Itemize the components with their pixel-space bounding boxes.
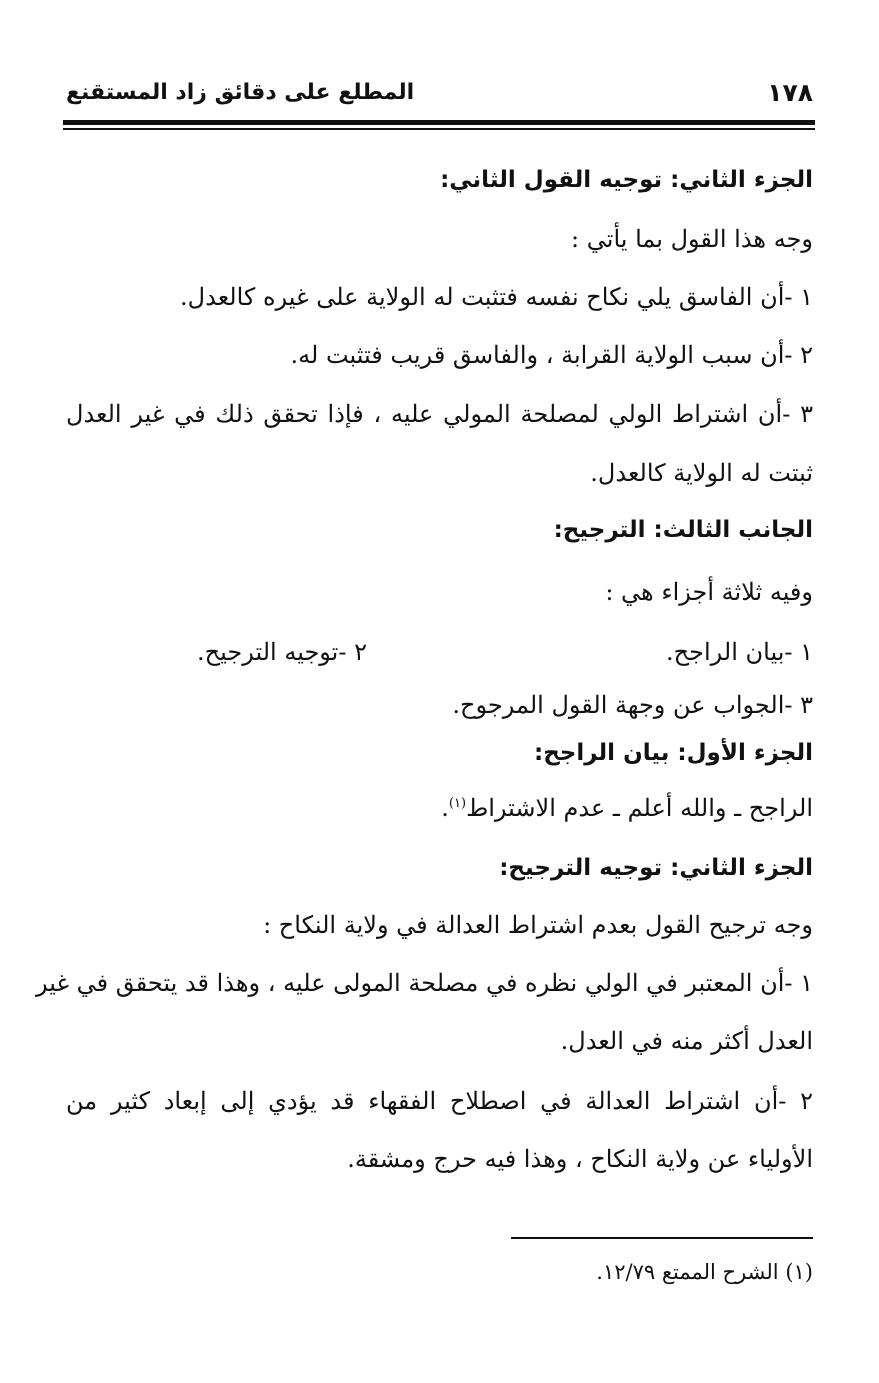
parts-row <box>66 636 813 668</box>
list-item: ١ -أن المعتبر في الولي نظره في مصلحة المولى عليه ، وهذا قد يتحقق في غير <box>35 969 813 997</box>
part-item: ٣ -الجواب عن وجهة القول المرجوح. <box>452 691 813 719</box>
preferred-text: الراجح ـ والله أعلم ـ عدم الاشتراط <box>466 794 813 822</box>
paragraph-intro: وجه هذا القول بما يأتي : <box>571 225 813 253</box>
list-item-continuation: الأولياء عن ولاية النكاح ، وهذا فيه حرج ومشقة. <box>347 1145 813 1173</box>
header-rule-thin <box>63 128 815 130</box>
footnote-marker: (١) <box>448 796 467 811</box>
running-title: المطلع على دقائق زاد المستقنع <box>66 80 415 105</box>
list-item: ٣ -أن اشتراط الولي لمصلحة المولي عليه ، فإذا تحقق ذلك في غير العدل <box>66 400 813 428</box>
list-item-continuation: ثبتت له الولاية كالعدل. <box>590 459 813 487</box>
paragraph-intro: وجه ترجيح القول بعدم اشتراط العدالة في ولاية النكاح : <box>263 911 813 939</box>
page-number: ١٧٨ <box>767 78 813 107</box>
part-item: ١ -بيان الراجح. <box>666 638 813 666</box>
part-item: ٢ -توجيه الترجيح. <box>197 638 367 666</box>
preferred-end: . <box>441 794 449 822</box>
list-item: ٢ -أن سبب الولاية القرابة ، والفاسق قريب فتثبت له. <box>290 341 813 369</box>
list-item: ١ -أن الفاسق يلي نكاح نفسه فتثبت له الولاية على غيره كالعدل. <box>180 283 813 311</box>
list-item: ٢ -أن اشتراط العدالة في اصطلاح الفقهاء قد يؤدي إلى إبعاد كثير من <box>66 1087 813 1115</box>
footnote-separator <box>511 1237 813 1239</box>
section-heading: الجزء الثاني: توجيه القول الثاني: <box>440 167 813 193</box>
footnote: (١) الشرح الممتع ١٢/٧٩. <box>596 1260 813 1284</box>
section-heading: الجزء الأول: بيان الراجح: <box>534 740 813 766</box>
section-heading: الجانب الثالث: الترجيح: <box>553 517 813 543</box>
paragraph <box>66 792 813 824</box>
section-heading: الجزء الثاني: توجيه الترجيح: <box>499 855 813 881</box>
list-item-continuation: العدل أكثر منه في العدل. <box>560 1027 813 1055</box>
paragraph-intro: وفيه ثلاثة أجزاء هي : <box>605 578 813 606</box>
header-rule-thick <box>63 120 815 125</box>
